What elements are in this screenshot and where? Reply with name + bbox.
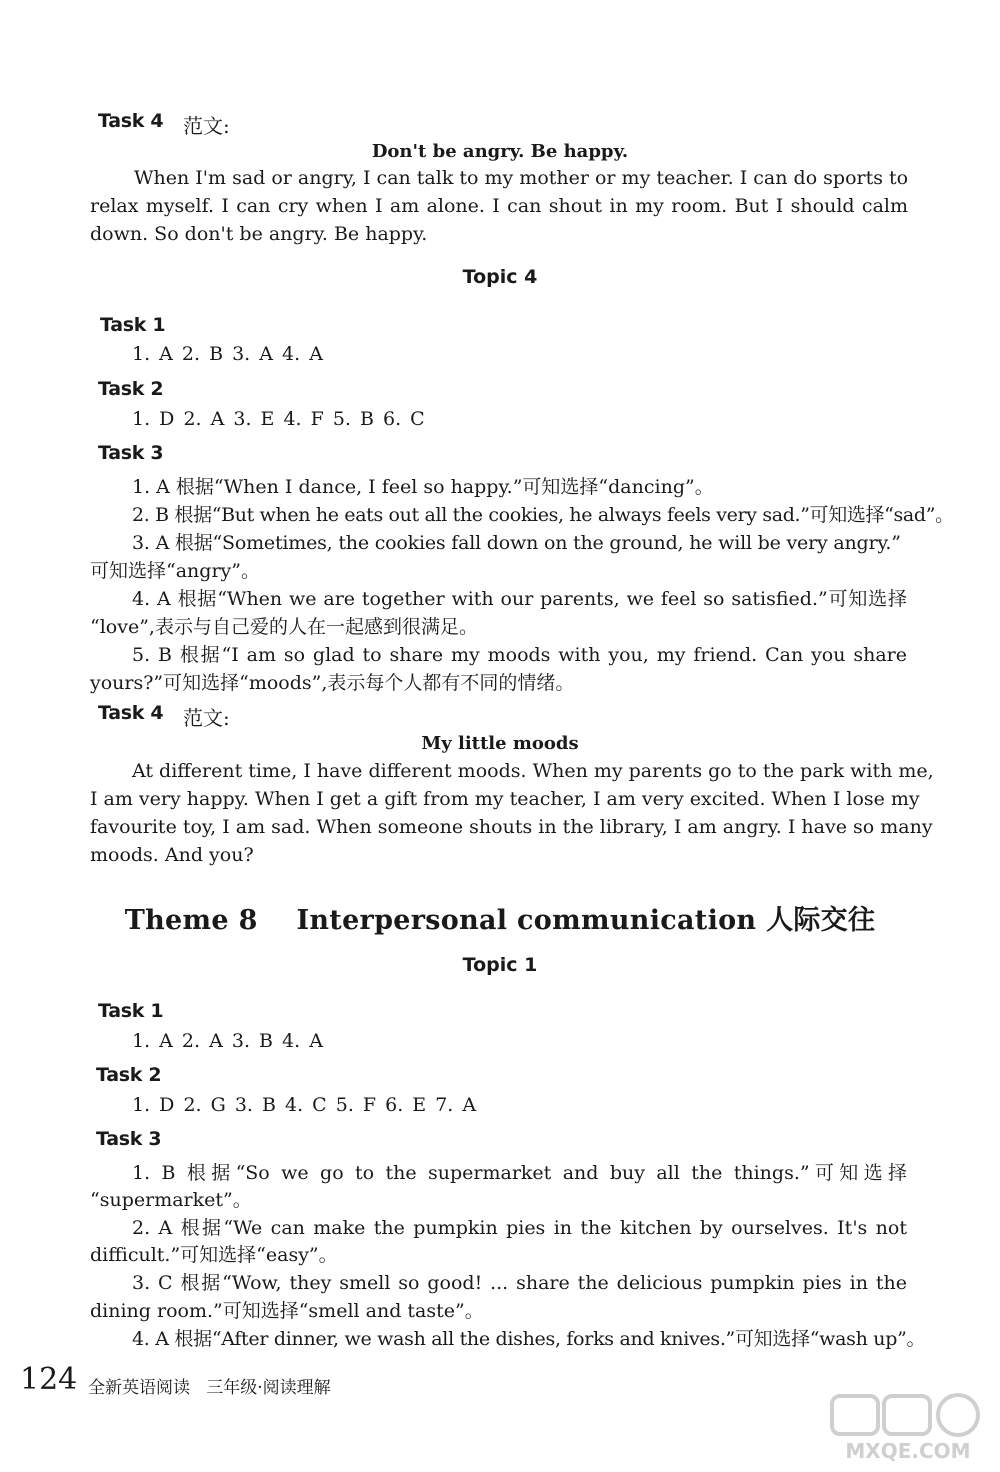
explanation-line: 4. A 根据“After dinner, we wash all the dishes, forks and knives.”可知选择“wash up”。 — [132, 1328, 926, 1350]
explanation-line: 1. A 根据“When I dance, I feel so happy.”可知选择“dancing”。 — [132, 476, 714, 498]
task-label: Task 2 — [98, 378, 164, 400]
watermark-text: MXQE.COM — [845, 1439, 971, 1463]
explanation-line: yours?”可知选择“moods”,表示每个人都有不同的情绪。 — [90, 672, 575, 694]
answer-list: 1. D 2. A 3. E 4. F 5. B 6. C — [132, 408, 425, 430]
answer-list: 1. D 2. G 3. B 4. C 5. F 6. E 7. A — [132, 1094, 477, 1116]
answer-list: 1. A 2. B 3. A 4. A — [132, 343, 323, 365]
model-essay-label: 范文: — [183, 706, 230, 730]
essay-line: At different time, I have different moods. When my parents go to the park with me, — [132, 760, 934, 782]
task-label: Task 3 — [98, 442, 164, 464]
explanation-line: 3. C 根据“Wow, they smell so good! ... share the delicious pumpkin pies in the — [132, 1272, 907, 1294]
explanation-line: “supermarket”。 — [90, 1189, 252, 1211]
task-label: Task 1 — [98, 1000, 164, 1022]
model-essay-label: 范文: — [183, 114, 230, 138]
explanation-line: 1. B 根据“So we go to the supermarket and buy all the things.”可知选择 — [132, 1162, 907, 1184]
essay-line: moods. And you? — [90, 844, 254, 866]
watermark-logo — [828, 1392, 988, 1464]
task-label: Task 4 — [98, 702, 164, 724]
essay-line: favourite toy, I am sad. When someone shouts in the library, I am angry. I have so many — [90, 816, 933, 838]
essay-title: Don't be angry. Be happy. — [371, 141, 629, 162]
topic-heading: Topic 1 — [462, 954, 538, 976]
answer-list: 1. A 2. A 3. B 4. A — [132, 1030, 323, 1052]
explanation-line: 2. B 根据“But when he eats out all the cookies, he always feels very sad.”可知选择“sad”。 — [132, 504, 954, 526]
task-label: Task 3 — [96, 1128, 162, 1150]
essay-line: down. So don't be angry. Be happy. — [90, 223, 428, 245]
explanation-line: 3. A 根据“Sometimes, the cookies fall down on the ground, he will be very angry.” — [132, 532, 901, 554]
explanation-line: 4. A 根据“When we are together with our parents, we feel so satisfied.”可知选择 — [132, 588, 907, 610]
explanation-line: 2. A 根据“We can make the pumpkin pies in the kitchen by ourselves. It's not — [132, 1217, 907, 1239]
page-number: 124 — [20, 1362, 78, 1397]
task-label: Task 1 — [100, 314, 166, 336]
topic-heading: Topic 4 — [462, 266, 538, 288]
theme-title: Theme 8 Interpersonal communication 人际交往 — [124, 905, 876, 936]
explanation-line: “love”,表示与自己爱的人在一起感到很满足。 — [90, 616, 478, 638]
essay-title: My little moods — [421, 733, 579, 754]
explanation-line: difficult.”可知选择“easy”。 — [90, 1244, 338, 1266]
essay-line: relax myself. I can cry when I am alone. I can shout in my room. But I should calm — [90, 195, 908, 217]
essay-line: I am very happy. When I get a gift from my teacher, I am very excited. When I lose my — [90, 788, 920, 810]
book-title: 全新英语阅读 三年级·阅读理解 — [88, 1378, 331, 1398]
task-label: Task 2 — [96, 1064, 162, 1086]
explanation-line: 5. B 根据“I am so glad to share my moods with you, my friend. Can you share — [132, 644, 907, 666]
explanation-line: dining room.”可知选择“smell and taste”。 — [90, 1300, 484, 1322]
explanation-line: 可知选择“angry”。 — [90, 560, 260, 582]
essay-line: When I'm sad or angry, I can talk to my mother or my teacher. I can do sports to — [134, 167, 909, 189]
task-label: Task 4 — [98, 110, 164, 132]
